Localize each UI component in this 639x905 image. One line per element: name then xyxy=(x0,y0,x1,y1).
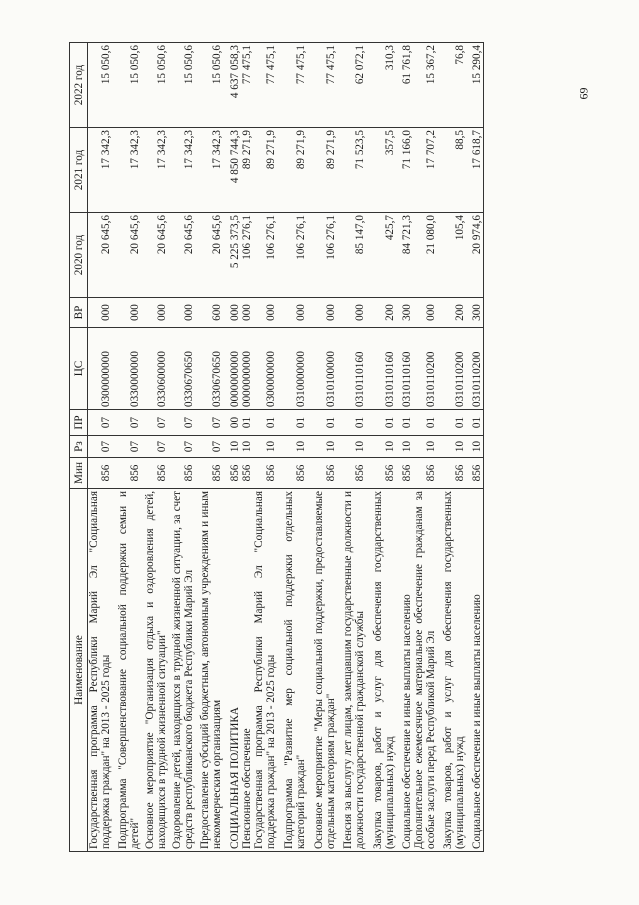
cell-2021: 17 342,3 xyxy=(112,128,141,213)
cell-cs: 0310110160 xyxy=(396,328,413,410)
table-row xyxy=(253,43,277,852)
cell-rz: 10 xyxy=(253,436,277,458)
cell-2021: 4 850 744,3 xyxy=(223,128,241,213)
cell-rz: 10 xyxy=(396,436,413,458)
table-row xyxy=(88,43,113,852)
cell-rz: 10 xyxy=(241,436,253,458)
cell-2021: 89 271,9 xyxy=(277,128,307,213)
cell-name: Подпрограмма "Совершенствование социальной поддержки семьи и детей" xyxy=(112,489,141,852)
cell-rz: 10 xyxy=(366,436,396,458)
cell-cs: 0310110160 xyxy=(366,328,396,410)
cell-2022: 77 475,1 xyxy=(277,43,307,128)
cell-rz: 10 xyxy=(307,436,337,458)
table-row xyxy=(307,43,337,852)
cell-2022: 15 050,6 xyxy=(141,43,168,128)
cell-2022: 77 475,1 xyxy=(241,43,253,128)
cell-vr: 000 xyxy=(307,298,337,328)
table-row xyxy=(277,43,307,852)
cell-name: Государственная программа Республики Марий Эл "Социальная поддержка граждан" на 2013 - 2025 годы xyxy=(253,489,277,852)
table-row xyxy=(223,43,241,852)
budget-table-rotated xyxy=(69,45,549,852)
cell-rz: 10 xyxy=(466,436,484,458)
cell-name: Государственная программа Республики Марий Эл "Социальная поддержка граждан" на 2013 - 2025 годы xyxy=(88,489,113,852)
table-row xyxy=(141,43,168,852)
cell-pr: 07 xyxy=(88,410,113,436)
cell-pr: 01 xyxy=(307,410,337,436)
cell-rz: 07 xyxy=(195,436,223,458)
cell-pr: 07 xyxy=(141,410,168,436)
cell-min: 856 xyxy=(396,458,413,489)
table-row xyxy=(413,43,437,852)
cell-cs: 0330600000 xyxy=(141,328,168,410)
cell-2022: 15 050,6 xyxy=(112,43,141,128)
cell-pr: 07 xyxy=(168,410,195,436)
table-header-row xyxy=(70,43,88,852)
cell-min: 856 xyxy=(112,458,141,489)
cell-min: 856 xyxy=(88,458,113,489)
cell-2021: 89 271,9 xyxy=(241,128,253,213)
cell-cs: 0000000000 xyxy=(223,328,241,410)
cell-2021: 357,5 xyxy=(366,128,396,213)
cell-2022: 15 050,6 xyxy=(88,43,113,128)
cell-rz: 07 xyxy=(88,436,113,458)
cell-name: Пенсия за выслугу лет лицам, замещавшим государственные должности и должности государственной гражданской службы xyxy=(337,489,366,852)
cell-pr: 07 xyxy=(112,410,141,436)
cell-2020: 21 080,0 xyxy=(413,213,437,298)
cell-2021: 17 342,3 xyxy=(88,128,113,213)
cell-pr: 01 xyxy=(277,410,307,436)
cell-vr: 000 xyxy=(223,298,241,328)
table-row xyxy=(466,43,484,852)
cell-2022: 15 367,2 xyxy=(413,43,437,128)
cell-2021: 17 342,3 xyxy=(195,128,223,213)
cell-pr: 01 xyxy=(413,410,437,436)
cell-min: 856 xyxy=(223,458,241,489)
cell-min: 856 xyxy=(195,458,223,489)
cell-vr: 200 xyxy=(437,298,466,328)
page-number: 69 xyxy=(576,87,591,100)
cell-2021: 17 707,2 xyxy=(413,128,437,213)
cell-rz: 07 xyxy=(112,436,141,458)
table-row xyxy=(112,43,141,852)
cell-name: Оздоровление детей, находящихся в трудной жизненной ситуации, за счет средств республиканского бюджета Республики Марий Эл xyxy=(168,489,195,852)
cell-min: 856 xyxy=(277,458,307,489)
cell-2021: 88,5 xyxy=(437,128,466,213)
cell-2020: 105,4 xyxy=(437,213,466,298)
cell-2022: 61 761,8 xyxy=(396,43,413,128)
cell-vr: 300 xyxy=(396,298,413,328)
table-row xyxy=(168,43,195,852)
header-vr: ВР xyxy=(70,298,88,328)
cell-pr: 01 xyxy=(466,410,484,436)
budget-table xyxy=(69,42,484,852)
cell-vr: 000 xyxy=(112,298,141,328)
cell-2022: 310,3 xyxy=(366,43,396,128)
cell-min: 856 xyxy=(241,458,253,489)
cell-2022: 77 475,1 xyxy=(307,43,337,128)
cell-min: 856 xyxy=(413,458,437,489)
cell-rz: 07 xyxy=(168,436,195,458)
cell-2020: 20 645,6 xyxy=(195,213,223,298)
table-row xyxy=(396,43,413,852)
cell-vr: 000 xyxy=(413,298,437,328)
cell-cs: 0300000000 xyxy=(253,328,277,410)
cell-rz: 10 xyxy=(437,436,466,458)
cell-rz: 10 xyxy=(413,436,437,458)
cell-2020: 106 276,1 xyxy=(277,213,307,298)
cell-2020: 106 276,1 xyxy=(253,213,277,298)
cell-2021: 89 271,9 xyxy=(307,128,337,213)
cell-cs: 0310000000 xyxy=(277,328,307,410)
cell-vr: 000 xyxy=(141,298,168,328)
cell-2022: 4 637 058,3 xyxy=(223,43,241,128)
table-row xyxy=(195,43,223,852)
cell-vr: 000 xyxy=(337,298,366,328)
cell-2022: 62 072,1 xyxy=(337,43,366,128)
cell-pr: 01 xyxy=(366,410,396,436)
cell-min: 856 xyxy=(337,458,366,489)
cell-pr: 01 xyxy=(396,410,413,436)
cell-2021: 17 618,7 xyxy=(466,128,484,213)
cell-cs: 0310110200 xyxy=(466,328,484,410)
cell-name: Предоставление субсидий бюджетным, автономным учреждениям и иным некоммерческим организациям xyxy=(195,489,223,852)
cell-2020: 5 225 373,5 xyxy=(223,213,241,298)
cell-vr: 000 xyxy=(168,298,195,328)
cell-2022: 15 050,6 xyxy=(168,43,195,128)
cell-min: 856 xyxy=(466,458,484,489)
cell-min: 856 xyxy=(366,458,396,489)
cell-cs: 0310110200 xyxy=(413,328,437,410)
cell-rz: 07 xyxy=(141,436,168,458)
cell-name: Социальное обеспечение и иные выплаты населению xyxy=(466,489,484,852)
table-row xyxy=(366,43,396,852)
cell-2022: 15 050,6 xyxy=(195,43,223,128)
header-rz: Рз xyxy=(70,436,88,458)
cell-name: Подпрограмма "Развитие мер социальной поддержки отдельных категорий граждан" xyxy=(277,489,307,852)
cell-name: Основное мероприятие "Меры социальной поддержки, предоставляемые отдельным категориям граждан" xyxy=(307,489,337,852)
cell-pr: 00 xyxy=(223,410,241,436)
cell-2021: 17 342,3 xyxy=(141,128,168,213)
cell-cs: 0300000000 xyxy=(88,328,113,410)
cell-cs: 0310110200 xyxy=(437,328,466,410)
cell-2020: 106 276,1 xyxy=(307,213,337,298)
cell-2021: 89 271,9 xyxy=(253,128,277,213)
cell-min: 856 xyxy=(307,458,337,489)
header-2020: 2020 год xyxy=(70,213,88,298)
cell-rz: 10 xyxy=(223,436,241,458)
cell-2020: 84 721,3 xyxy=(396,213,413,298)
cell-rz: 10 xyxy=(337,436,366,458)
cell-cs: 0330670650 xyxy=(195,328,223,410)
cell-2020: 20 645,6 xyxy=(168,213,195,298)
cell-rz: 10 xyxy=(277,436,307,458)
cell-pr: 07 xyxy=(195,410,223,436)
cell-vr: 000 xyxy=(241,298,253,328)
header-2021: 2021 год xyxy=(70,128,88,213)
cell-2020: 425,7 xyxy=(366,213,396,298)
header-2022: 2022 год xyxy=(70,43,88,128)
cell-2021: 71 166,0 xyxy=(396,128,413,213)
cell-pr: 01 xyxy=(437,410,466,436)
cell-2020: 20 645,6 xyxy=(141,213,168,298)
cell-name: Основное мероприятие "Организация отдыха и оздоровления детей, находящихся в трудной жизненной ситуации" xyxy=(141,489,168,852)
cell-2022: 15 290,4 xyxy=(466,43,484,128)
cell-2022: 76,8 xyxy=(437,43,466,128)
cell-name: Дополнительное ежемесячное материальное обеспечение гражданам за особые заслуги перед Республикой Марий Эл xyxy=(413,489,437,852)
cell-vr: 000 xyxy=(253,298,277,328)
header-name: Наименование xyxy=(70,489,88,852)
cell-2021: 71 523,5 xyxy=(337,128,366,213)
cell-pr: 01 xyxy=(253,410,277,436)
cell-2020: 20 645,6 xyxy=(88,213,113,298)
cell-pr: 01 xyxy=(337,410,366,436)
cell-name: Закупка товаров, работ и услуг для обеспечения государственных (муниципальных) нужд xyxy=(437,489,466,852)
cell-vr: 200 xyxy=(366,298,396,328)
cell-vr: 000 xyxy=(88,298,113,328)
cell-min: 856 xyxy=(141,458,168,489)
table-row xyxy=(241,43,253,852)
cell-2020: 85 147,0 xyxy=(337,213,366,298)
cell-2022: 77 475,1 xyxy=(253,43,277,128)
cell-cs: 0310110160 xyxy=(337,328,366,410)
table-row xyxy=(337,43,366,852)
cell-cs: 0330670650 xyxy=(168,328,195,410)
cell-min: 856 xyxy=(253,458,277,489)
cell-cs: 0000000000 xyxy=(241,328,253,410)
cell-2020: 106 276,1 xyxy=(241,213,253,298)
cell-name: Социальное обеспечение и иные выплаты населению xyxy=(396,489,413,852)
cell-vr: 300 xyxy=(466,298,484,328)
header-cs: ЦС xyxy=(70,328,88,410)
cell-min: 856 xyxy=(168,458,195,489)
cell-name: Закупка товаров, работ и услуг для обеспечения государственных (муниципальных) нужд xyxy=(366,489,396,852)
cell-name: СОЦИАЛЬНАЯ ПОЛИТИКА xyxy=(223,489,241,852)
cell-name: Пенсионное обеспечение xyxy=(241,489,253,852)
cell-cs: 0310100000 xyxy=(307,328,337,410)
header-min: Мин xyxy=(70,458,88,489)
cell-2020: 20 974,6 xyxy=(466,213,484,298)
cell-pr: 01 xyxy=(241,410,253,436)
table-body xyxy=(88,43,484,852)
cell-2021: 17 342,3 xyxy=(168,128,195,213)
cell-2020: 20 645,6 xyxy=(112,213,141,298)
header-pr: ПР xyxy=(70,410,88,436)
table-row xyxy=(437,43,466,852)
cell-vr: 000 xyxy=(277,298,307,328)
cell-cs: 0330000000 xyxy=(112,328,141,410)
cell-min: 856 xyxy=(437,458,466,489)
cell-vr: 600 xyxy=(195,298,223,328)
